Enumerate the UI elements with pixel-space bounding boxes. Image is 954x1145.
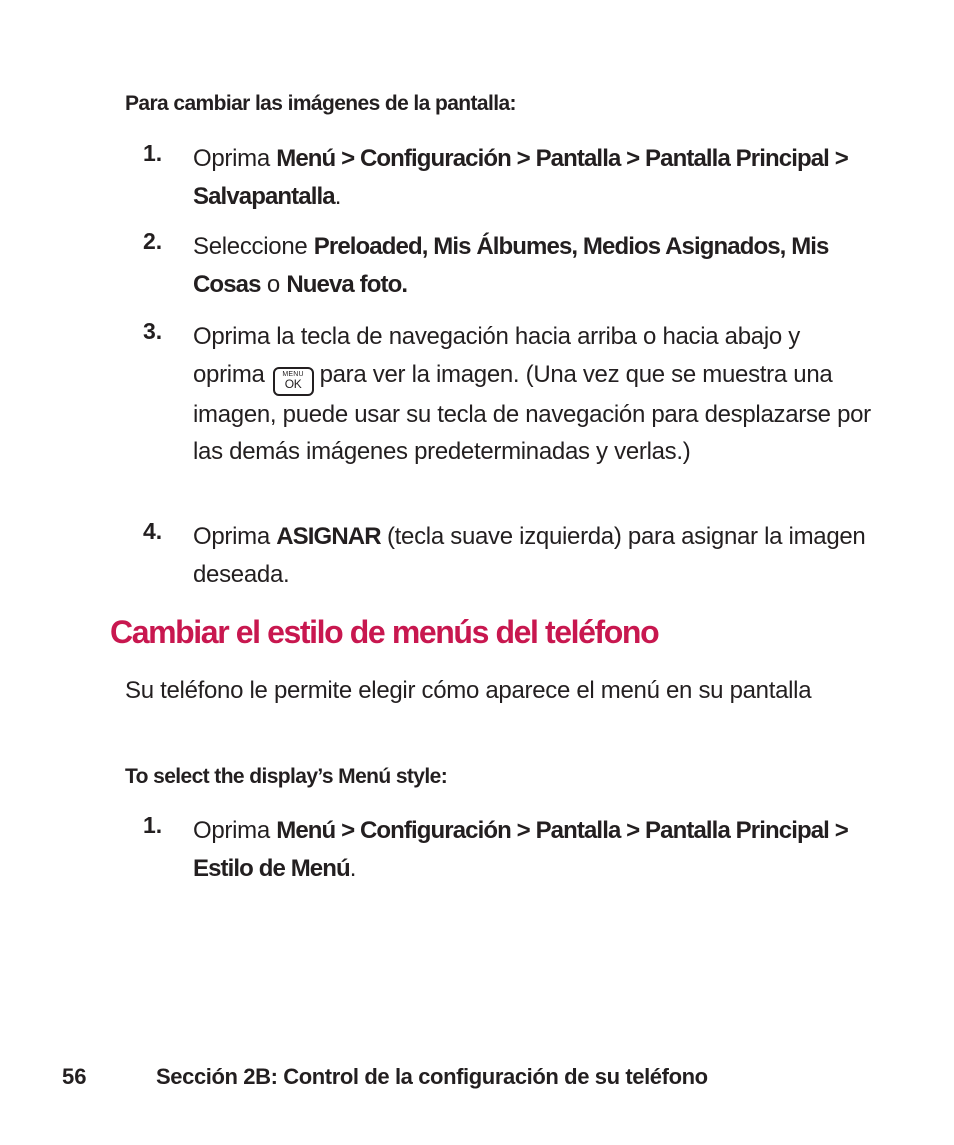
step-text-plain: . (334, 182, 342, 210)
step-number: 3. (143, 318, 163, 344)
step-text-plain: Oprima (193, 145, 277, 172)
step-number: 1. (143, 812, 163, 838)
step-text (193, 518, 873, 593)
section-title-menu-style: Cambiar el estilo de menús del teléfono (110, 614, 659, 650)
step-text (193, 140, 873, 215)
step-text (193, 228, 873, 303)
step-number: 1. (143, 140, 163, 166)
footer-section-label: Sección 2B: Control de la configuración de su teléfono (156, 1064, 708, 1089)
subhead-menu-style: To select the display’s Menú style: (125, 765, 448, 788)
step-number: 4. (143, 518, 163, 544)
ok-key-label: OK (284, 376, 302, 391)
step-text-plain: Oprima la tecla de navegación hacia arriba o hacia abajo y oprima (193, 323, 800, 388)
step-text-plain: . (349, 854, 357, 882)
step-number: 2. (143, 228, 163, 254)
option-list: Preloaded, Mis Álbumes, Medios Asignados, Mis Cosas (193, 233, 829, 298)
step-text-plain: Seleccione (193, 233, 314, 260)
menu-path: Menú > Configuración > Pantalla > Pantalla Principal > Salvapantalla (193, 145, 848, 210)
step-text-plain: Oprima (193, 523, 277, 550)
step-text-plain: Oprima (193, 817, 277, 844)
menu-ok-key-icon (273, 367, 314, 396)
step-text-plain: o (260, 270, 287, 298)
intro-paragraph: Su teléfono le permite elegir cómo aparece el menú en su pantalla (125, 677, 812, 704)
menu-key-label: MENU (282, 370, 304, 378)
step-text (193, 318, 873, 471)
step-text-plain: (tecla suave izquierda) para asignar la imagen deseada. (193, 523, 866, 588)
subhead-change-images: Para cambiar las imágenes de la pantalla: (125, 92, 516, 115)
page-number: 56 (62, 1064, 87, 1089)
step-text-plain: para ver la imagen. (Una vez que se muestra una imagen, puede usar su tecla de navegación para desplazarse por las demás imágenes predeterminadas y verlas.) (193, 360, 871, 465)
softkey-assign: ASIGNAR (276, 523, 381, 550)
option-new-photo: Nueva foto. (286, 270, 408, 298)
menu-path: Menú > Configuración > Pantalla > Pantalla Principal > Estilo de Menú (193, 817, 848, 882)
step-text (193, 812, 873, 887)
